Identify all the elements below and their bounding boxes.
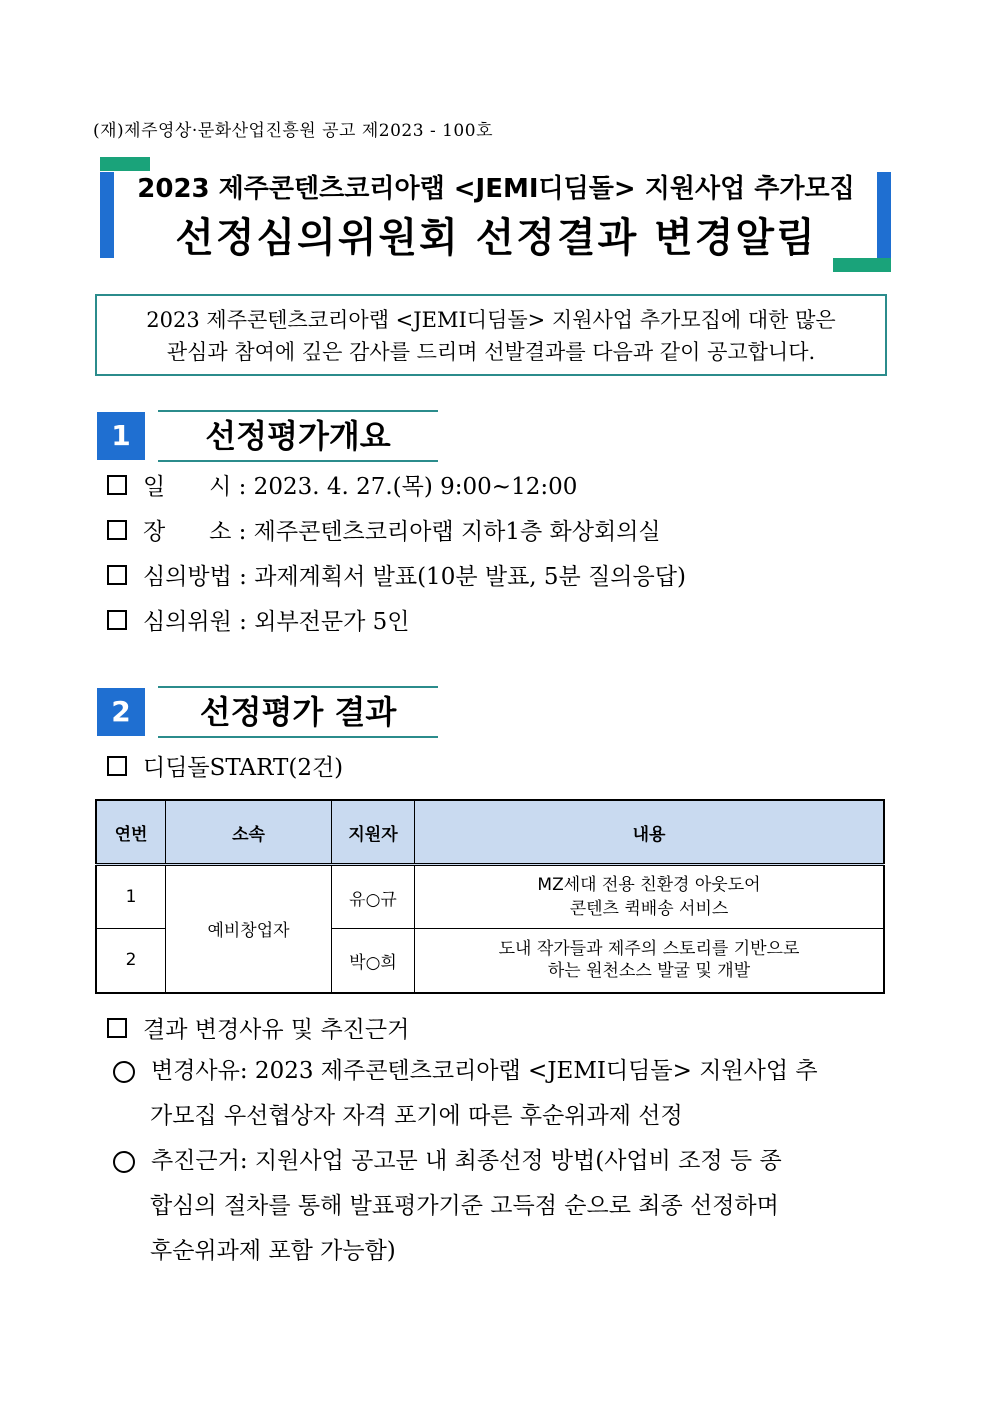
intro-line1: 2023 제주콘텐츠코리아랩 <JEMI디딤돌> 지원사업 추가모집에 대한 많은: [146, 308, 836, 332]
col-header-affiliation: 소속: [166, 800, 332, 865]
change-reason: 변경사유: 2023 제주콘텐츠코리아랩 <JEMI디딤돌> 지원사업 추 가모집 우선협상자 자격 포기에 따른 후순위과제 선정: [113, 1049, 893, 1139]
section1-number: 1: [97, 412, 145, 460]
change-basis: 추진근거: 지원사업 공고문 내 최종선정 방법(사업비 조정 등 종 합심의 절차를 통해 발표평가기준 고득점 순으로 최종 선정하며 후순위과제 포함 가능함): [113, 1139, 893, 1274]
checkbox-icon: [107, 520, 127, 540]
checkbox-icon: [107, 1018, 127, 1038]
result-table: [95, 799, 885, 994]
overview-item-method: 심의방법 : 과제계획서 발표(10분 발표, 5분 질의응답): [107, 558, 686, 591]
table-row: 2 박○희 도내 작가들과 제주의 스토리를 기반으로 하는 원천소스 발굴 및 개발: [96, 929, 884, 993]
circle-bullet-icon: [113, 1061, 135, 1083]
table-row: 1 예비창업자 유○규 MZ세대 전용 친환경 아웃도어 콘텐츠 퀵배송 서비스: [96, 865, 884, 929]
overview-item-date: 일 시 : 2023. 4. 27.(목) 9:00~12:00: [107, 468, 577, 501]
change-heading: 결과 변경사유 및 추진근거: [107, 1011, 409, 1044]
checkbox-icon: [107, 756, 127, 776]
overview-item-committee: 심의위원 : 외부전문가 5인: [107, 603, 410, 636]
title-line2: 선정심의위원회 선정결과 변경알림: [175, 215, 817, 261]
intro-box: [95, 294, 887, 376]
checkbox-icon: [107, 475, 127, 495]
title-bar-left: [100, 172, 114, 258]
overview-item-place: 장 소 : 제주콘텐츠코리아랩 지하1층 화상회의실: [107, 513, 661, 546]
col-header-content: 내용: [415, 800, 885, 865]
title-bar-right: [877, 172, 891, 258]
intro-line2: 관심과 참여에 깊은 감사를 드리며 선발결과를 다음과 같이 공고합니다.: [166, 340, 816, 364]
title-line1: 2023 제주콘텐츠코리아랩 <JEMI디딤돌> 지원사업 추가모집: [137, 174, 855, 204]
affiliation-cell: 예비창업자: [166, 865, 332, 993]
section2-title: 선정평가 결과: [158, 686, 438, 738]
checkbox-icon: [107, 610, 127, 630]
col-header-no: 연번: [96, 800, 166, 865]
col-header-applicant: 지원자: [332, 800, 415, 865]
section2-number: 2: [97, 688, 145, 736]
circle-bullet-icon: [113, 1151, 135, 1173]
checkbox-icon: [107, 565, 127, 585]
notice-number: (재)제주영상·문화산업진흥원 공고 제2023 - 100호: [93, 121, 493, 141]
result-subheading: 디딤돌START(2건): [107, 749, 343, 782]
section1-title: 선정평가개요: [158, 410, 438, 462]
